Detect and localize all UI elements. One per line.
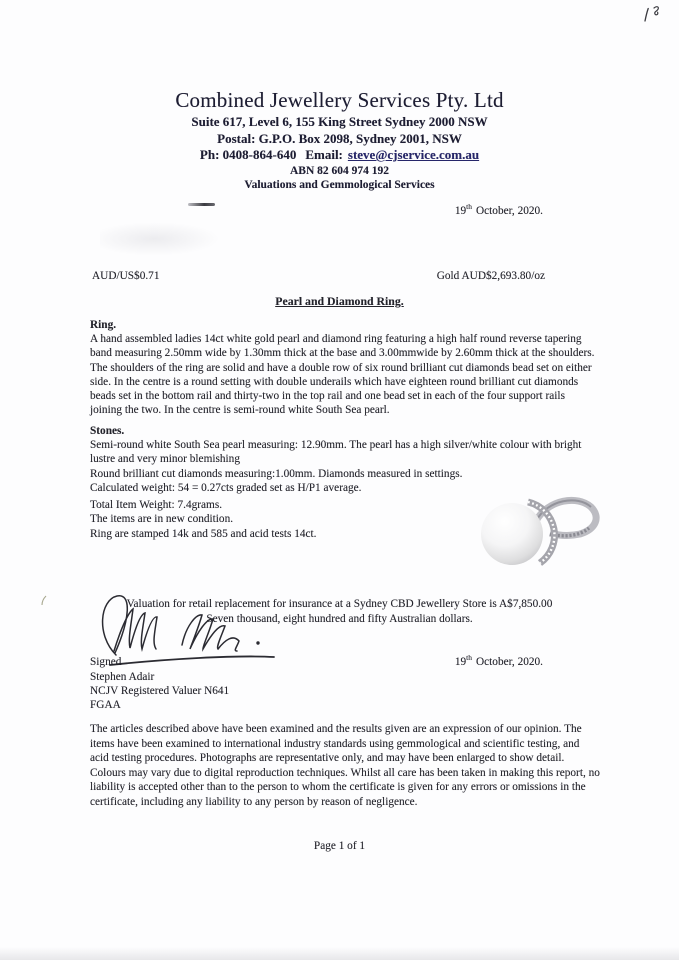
date-ordinal: th — [466, 202, 472, 212]
email-label: Email: — [305, 147, 343, 162]
abn: ABN 82 604 974 192 — [289, 164, 390, 177]
date-day: 19 — [454, 205, 467, 217]
signed-label: Signed — [90, 656, 122, 668]
address-line-2: Postal: G.P.O. Box 2098, Sydney 2001, NSW — [217, 130, 462, 146]
date-day: 19 — [454, 656, 467, 668]
page-number: Page 1 of 1 — [313, 840, 366, 852]
date-text: October, 2020. — [476, 656, 543, 668]
disclaimer-text: The articles described above have been examined and the results given are an expression of our opinion. The items have been examined to international industry standards using gemmological and scientific testing, and acid testing procedures. Photographs are representative only, and may have been enlarged to show detail. Colours may vary due to digital reproduction techniques. Whilst all care has been taken in making this report, no liability is accepted other than to the person to whom the certificate is given for any errors or omissions in the certificate, including any liability to any person by reason of negligence. — [90, 723, 600, 808]
date-text: October, 2020. — [476, 205, 543, 217]
band-icon — [536, 500, 596, 535]
report-date-bottom — [455, 655, 543, 669]
gold-price: Gold AUD$2,693.80/oz — [436, 270, 545, 282]
contact-line — [0, 147, 679, 164]
valuer-credential: NCJV Registered Valuer N641 — [90, 685, 230, 697]
valuation-line-2: Seven thousand, eight hundred and fifty Australian dollars. — [206, 612, 473, 625]
item-title: Pearl and Diamond Ring. — [275, 294, 404, 308]
condition-line: The items are in new condition. — [90, 513, 234, 526]
company-name: Combined Jewellery Services Pty. Ltd — [175, 88, 504, 112]
stones-heading: Stones. — [90, 425, 125, 437]
ring-photo — [476, 491, 606, 575]
stones-description — [90, 438, 596, 495]
stones-line-pearl: Semi-round white South Sea pearl measuring: 12.90mm. The pearl has a high silver/white colour with bright lustre and very minor blemishing — [90, 439, 582, 466]
ring-heading: Ring. — [90, 319, 117, 331]
pearl-icon — [481, 503, 543, 565]
letterhead — [0, 86, 679, 193]
fx-rate: AUD/US$0.71 — [92, 270, 160, 282]
scan-artifact-dash — [188, 203, 215, 206]
address-line-1: Suite 617, Level 6, 155 King Street Sydney 2000 NSW — [191, 114, 488, 129]
stones-line-weight: Calculated weight: 54 = 0.27cts graded set as H/P1 average. — [90, 481, 362, 494]
ring-description: A hand assembled ladies 14ct white gold pearl and diamond ring featuring a high half round reverse tapering band measuring 2.50mm wide by 1.30mm thick at the base and 3.00mmwide by 2.60mm thick at the shoulders. The shoulders of the ring are solid and have a double row of six round brilliant cut diamonds bead set on either side. In the centre is a round setting with double underails which have eighteen round brilliant cut diamonds beads set in the bottom rail and thirty-two in the top rail and one bead set in each of the four support rails joining the two. In the centre is semi-round white South Sea pearl. — [90, 333, 595, 417]
handwritten-page-mark — [640, 4, 664, 31]
tagline: Valuations and Gemmological Services — [244, 179, 435, 191]
scan-smudge — [100, 222, 220, 256]
valuation-line-1: Valuation for retail replacement for insurance at a Sydney CBD Jewellery Store is A$7,850.00 — [126, 598, 553, 610]
item-title-row — [0, 292, 679, 310]
valuer-affiliation: FGAA — [90, 699, 121, 711]
stones-line-diamonds: Round brilliant cut diamonds measuring:1.00mm. Diamonds measured in settings. — [90, 467, 463, 480]
total-weight-line: Total Item Weight: 7.4grams. — [90, 499, 223, 511]
valuer-name: Stephen Adair — [90, 671, 155, 683]
phone-number: Ph: 0408-864-640 — [199, 147, 297, 162]
handwritten-18-strokes — [640, 4, 664, 26]
scan-bottom-shadow — [0, 947, 679, 960]
report-date-top — [455, 204, 543, 218]
stamp-line: Ring are stamped 14k and 585 and acid tests 14ct. — [90, 527, 317, 540]
email-address: steve@cjservice.com.au — [347, 147, 480, 162]
date-ordinal: th — [466, 653, 472, 663]
